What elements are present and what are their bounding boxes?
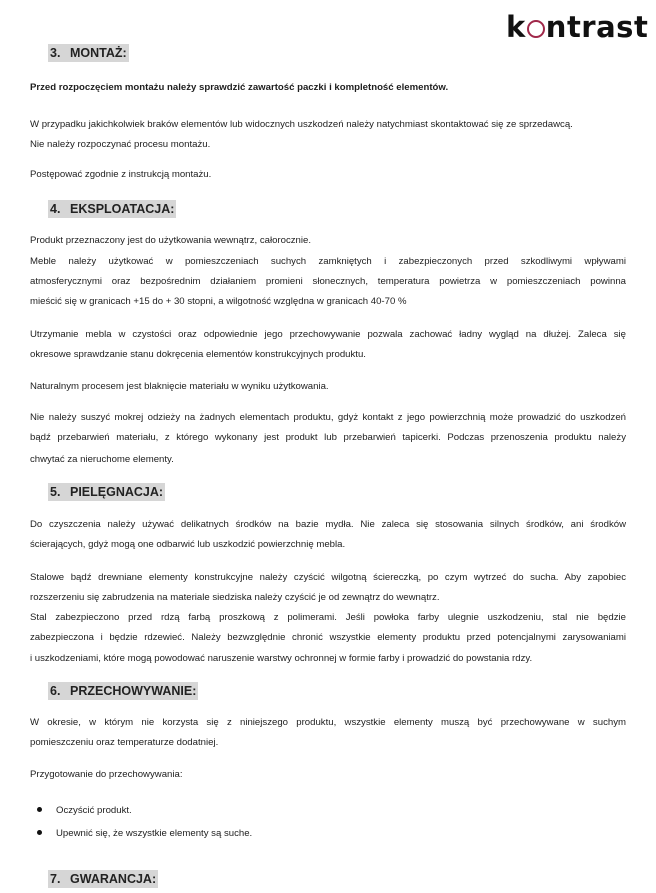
section-title: PRZECHOWYWANIE:: [70, 684, 197, 698]
section-number: 4.: [50, 202, 61, 216]
section-heading: [48, 483, 165, 501]
section-heading: [48, 682, 198, 700]
paragraph-line: rozszerzeniu się zabrudzenia na materiale siedziska należy czyścić je od zewnątrz do wewnątrz.: [30, 592, 440, 603]
paragraph-line: okresowe sprawdzanie stanu dokręcenia elementów konstrukcyjnych produktu.: [30, 349, 366, 360]
bullet-icon: [37, 830, 42, 835]
bullet-item: [37, 827, 252, 841]
section-heading: [48, 200, 176, 218]
section-title: EKSPLOATACJA:: [70, 202, 175, 216]
paragraph-line: Do czyszczenia należy używać delikatnych środków na bazie mydła. Nie zaleca się stosowania silnych środków, ani środków: [30, 519, 626, 530]
section-number: 5.: [50, 485, 61, 499]
paragraph-line: Postępować zgodnie z instrukcją montażu.: [30, 169, 212, 180]
paragraph-line: chwytać za nieruchome elementy.: [30, 454, 174, 465]
section-number: 3.: [50, 46, 61, 60]
bullet-text: Upewnić się, że wszystkie elementy są suche.: [56, 828, 253, 839]
section-heading: [48, 44, 129, 62]
section-title: MONTAŻ:: [70, 46, 127, 60]
paragraph-line: mieścić się w granicach +15 do + 30 stopni, a wilgotność względna w granicach 40-70 %: [30, 296, 407, 307]
paragraph-line: Produkt przeznaczony jest do użytkowania wewnątrz, całorocznie.: [30, 235, 312, 246]
bullet-icon: [37, 807, 42, 812]
paragraph-line: pomieszczeniu oraz temperaturze dodatniej.: [30, 737, 219, 748]
section-title: GWARANCJA:: [70, 872, 157, 886]
paragraph-line: Nie należy suszyć mokrej odzieży na żadnych elementach produktu, gdyż kontakt z jego powierzchnią może prowadzić do uszkodzeń: [30, 412, 626, 423]
section-number: 7.: [50, 872, 61, 886]
section-title: PIELĘGNACJA:: [70, 485, 164, 499]
paragraph-line: bądź przebarwień materiału, z którego wykonany jest produkt lub przebarwień tapicerki. Podczas przenoszenia produktu należy: [30, 432, 626, 443]
section-heading: [48, 870, 158, 888]
paragraph-line: W okresie, w którym nie korzysta się z niniejszego produktu, wszystkie elementy muszą być przechowywane w suchym: [30, 717, 626, 728]
bullet-item: [37, 804, 132, 818]
paragraph-line: Przygotowanie do przechowywania:: [30, 769, 183, 780]
section-number: 6.: [50, 684, 61, 698]
paragraph-line: atmosferycznymi oraz bezpośrednim działaniem promieni słonecznych, temperatura powietrza w pomieszczeniach powinna: [30, 276, 626, 287]
paragraph-line: Nie należy rozpoczynać procesu montażu.: [30, 139, 211, 150]
paragraph-line: ścierających, gdyż mogą one odbarwić lub uszkodzić powierzchnię mebla.: [30, 539, 346, 550]
bullet-text: Oczyścić produkt.: [56, 805, 132, 816]
paragraph-line: Stalowe bądź drewniane elementy konstrukcyjne należy czyścić wilgotną ściereczką, po czym wytrzeć do sucha. Aby zapobiec: [30, 572, 626, 583]
paragraph-line: zabezpieczona i będzie rdzewieć. Należy bezwzględnie chronić wszystkie elementy produktu przed potencjalnymi zarysowaniami: [30, 632, 626, 643]
paragraph-line: Naturalnym procesem jest blaknięcie materiału w wyniku użytkowania.: [30, 381, 329, 392]
paragraph-line: Meble należy użytkować w pomieszczeniach suchych zamkniętych i zabezpieczonych przed szkodliwymi wpływami: [30, 256, 626, 267]
paragraph-line: W przypadku jakichkolwiek braków elementów lub widocznych uszkodzeń należy natychmiast skontaktować się ze sprzedawcą.: [30, 119, 573, 130]
paragraph-line: Utrzymanie mebla w czystości oraz odpowiednie jego przechowywanie pozwala zachować ładny wygląd na dłużej. Zaleca się: [30, 329, 626, 340]
paragraph-line: i uszkodzeniami, które mogą powodować naruszenie warstwy ochronnej w formie farby i prowadzić do powstania rdzy.: [30, 653, 533, 664]
kontrast-logo: k ntrast: [506, 10, 649, 44]
paragraph-line: Stal zabezpieczono przed rdzą farbą proszkową z polimerami. Jeśli powłoka farby ulegnie uszkodzeniu, stal nie będzie: [30, 612, 626, 623]
paragraph-line: Przed rozpoczęciem montażu należy sprawdzić zawartość paczki i kompletność elementów.: [30, 82, 449, 93]
